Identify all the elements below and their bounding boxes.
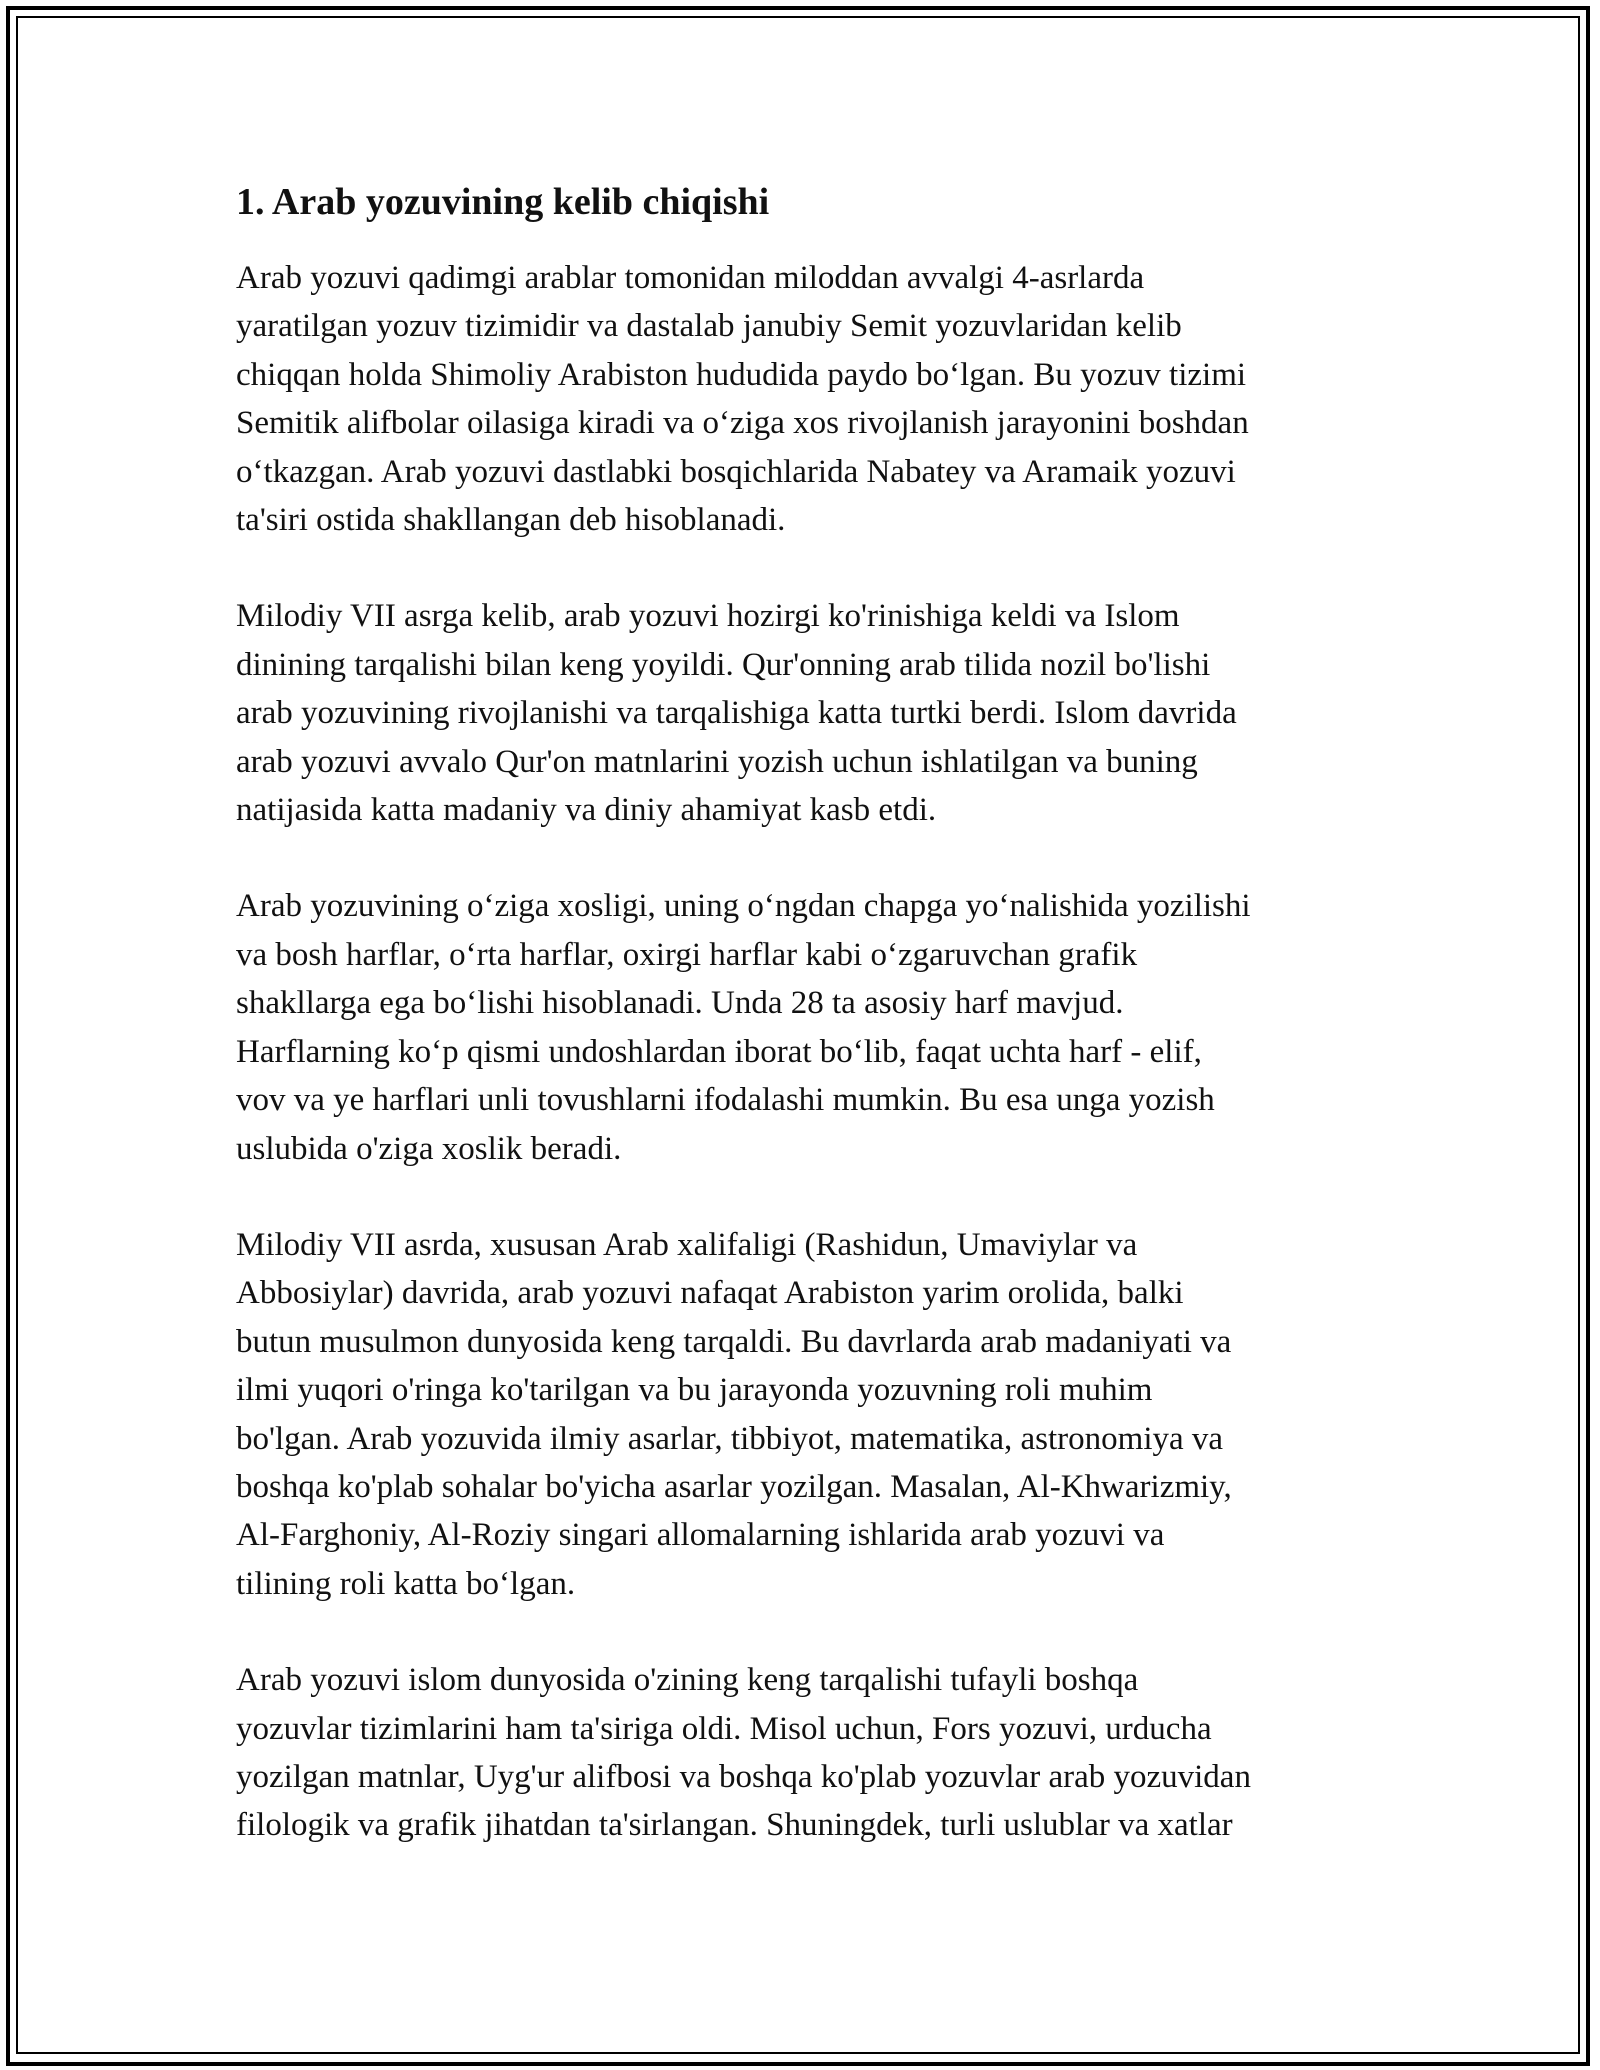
text-line: o‘tkazgan. Arab yozuvi dastlabki bosqichlarida Nabatey va Aramaik yozuvi [236, 453, 1236, 490]
text-line: Arab yozuvi qadimgi arablar tomonidan miloddan avvalgi 4-asrlarda [236, 260, 1145, 296]
text-line: butun musulmon dunyosida keng tarqaldi. Bu davrlarda arab madaniyati va [236, 1323, 1232, 1360]
text-line: boshqa ko'plab sohalar bo'yicha asarlar yozilgan. Masalan, Al-Khwarizmiy, [236, 1468, 1232, 1505]
text-line: uslubida o'ziga xoslik beradi. [236, 1130, 622, 1167]
text-line: shakllarga ega bo‘lishi hisoblanadi. Unda 28 ta asosiy harf mavjud. [236, 985, 1124, 1022]
text-line: bo'lgan. Arab yozuvida ilmiy asarlar, tibbiyot, matematika, astronomiya va [236, 1420, 1224, 1457]
text-line: Abbosiylar) davrida, arab yozuvi nafaqat Arabiston yarim orolida, balki [236, 1275, 1184, 1312]
text-line: Milodiy VII asrda, xususan Arab xalifaligi (Rashidun, Umaviylar va [236, 1226, 1138, 1263]
text-line: Al-Farghoniy, Al-Roziy singari allomalarning ishlarida arab yozuvi va [236, 1517, 1165, 1554]
text-line: dinining tarqalishi bilan keng yoyildi. Qur'onning arab tilida nozil bo'lishi [236, 646, 1211, 683]
text-line: ilmi yuqori o'ringa ko'tarilgan va bu jarayonda yozuvning roli muhim [236, 1372, 1153, 1409]
text-line: va bosh harflar, o‘rta harflar, oxirgi harflar kabi o‘zgaruvchan grafik [236, 936, 1138, 973]
text-line: Harflarning ko‘p qismi undoshlardan iborat bo‘lib, faqat uchta harf - elif, [236, 1033, 1202, 1070]
text-line: Arab yozuvi islom dunyosida o'zining keng tarqalishi tufayli boshqa [236, 1662, 1139, 1699]
paragraph-1 [236, 254, 1376, 544]
text-line: arab yozuvining rivojlanishi va tarqalishiga katta turtki berdi. Islom davrida [236, 695, 1237, 732]
text-line: tilining roli katta bo‘lgan. [236, 1565, 576, 1602]
text-line: Arab yozuvining o‘ziga xosligi, uning o‘ngdan chapga yo‘nalishida yozilishi [236, 888, 1251, 925]
text-line: natijasida katta madaniy va diniy ahamiyat kasb etdi. [236, 792, 937, 829]
text-line: arab yozuvi avvalo Qur'on matnlarini yozish uchun ishlatilgan va buning [236, 743, 1198, 780]
text-line: chiqqan holda Shimoliy Arabiston hududida paydo bo‘lgan. Bu yozuv tizimi [236, 356, 1247, 393]
text-line: Semitik alifbolar oilasiga kiradi va o‘ziga xos rivojlanish jarayonini boshdan [236, 405, 1249, 442]
text-line: ta'siri ostida shakllangan deb hisoblanadi. [236, 502, 786, 539]
text-line: yozuvlar tizimlarini ham ta'siriga oldi. Misol uchun, Fors yozuvi, urducha [236, 1710, 1212, 1747]
paragraph-3 [236, 882, 1376, 1172]
document-body [236, 178, 1376, 1898]
paragraph-5 [236, 1656, 1376, 1850]
paragraph-2 [236, 592, 1376, 834]
section-heading: 1. Arab yozuvining kelib chiqishi [236, 181, 770, 223]
paragraph-4 [236, 1221, 1376, 1608]
text-line: yozilgan matnlar, Uyg'ur alifbosi va boshqa ko'plab yozuvlar arab yozuvidan [236, 1758, 1251, 1795]
text-line: Milodiy VII asrga kelib, arab yozuvi hozirgi ko'rinishiga keldi va Islom [236, 598, 1180, 635]
text-line: vov va ye harflari unli tovushlarni ifodalashi mumkin. Bu esa unga yozish [236, 1082, 1215, 1119]
text-line: filologik va grafik jihatdan ta'sirlangan. Shuningdek, turli uslublar va xatlar [236, 1807, 1233, 1844]
text-line: yaratilgan yozuv tizimidir va dastalab janubiy Semit yozuvlaridan kelib [236, 308, 1182, 345]
